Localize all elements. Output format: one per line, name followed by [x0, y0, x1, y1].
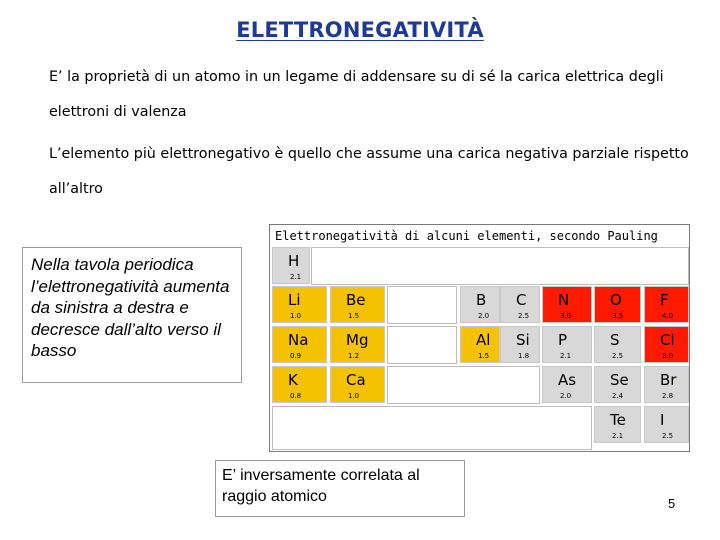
element-cell-n — [542, 286, 592, 323]
element-cell-cl — [644, 326, 689, 363]
element-symbol: Cl — [660, 331, 675, 349]
element-cell-br — [644, 366, 689, 403]
element-cell-ca — [330, 366, 385, 403]
most-electronegative-paragraph: L’elemento più elettronegativo è quello che assume una carica negativa parziale rispetto all’altro — [49, 146, 689, 197]
slide-title: ELETTRONEGATIVITÀ — [236, 18, 484, 42]
element-cell-na — [272, 326, 327, 363]
electronegativity-value: 2.0 — [478, 312, 490, 320]
electronegativity-value: 2.1 — [612, 432, 624, 440]
electronegativity-value: 2.4 — [612, 392, 624, 400]
electronegativity-value: 1.8 — [518, 352, 530, 360]
atomic-radius-note-box: E’ inversamente correlata al raggio atomico — [215, 460, 465, 517]
element-symbol: Se — [610, 371, 629, 389]
electronegativity-value: 2.5 — [662, 432, 674, 440]
electronegativity-value: 1.5 — [348, 312, 360, 320]
electronegativity-value: 0.9 — [290, 352, 302, 360]
electronegativity-value: 1.0 — [290, 312, 302, 320]
electronegativity-value: 4.0 — [662, 312, 674, 320]
electronegativity-value: 3.0 — [560, 312, 572, 320]
element-symbol: C — [516, 291, 527, 309]
electronegativity-value: 2.1 — [560, 352, 572, 360]
element-cell-as — [542, 366, 592, 403]
element-symbol: Te — [610, 411, 626, 429]
electronegativity-value: 1.5 — [478, 352, 490, 360]
element-symbol: K — [288, 371, 298, 389]
trend-note-box: Nella tavola periodica l’elettronegatività aumenta da sinistra a destra e decresce dall’alto verso il basso — [22, 247, 242, 383]
element-symbol: F — [660, 291, 669, 309]
element-cell-mg — [330, 326, 385, 363]
table-title: Elettronegatività di alcuni elementi, secondo Pauling — [275, 229, 658, 243]
element-symbol: Na — [288, 331, 309, 349]
electronegativity-value: 2.0 — [560, 392, 572, 400]
element-cell-h — [272, 247, 310, 284]
element-symbol: Be — [346, 291, 366, 309]
element-cell-p — [542, 326, 592, 363]
element-symbol: Mg — [346, 331, 369, 349]
element-cell-b — [460, 286, 500, 323]
electronegativity-value: 3.5 — [612, 312, 624, 320]
element-symbol: S — [610, 331, 620, 349]
element-cell-k — [272, 366, 327, 403]
element-symbol: I — [660, 411, 665, 429]
element-cell-f — [644, 286, 689, 323]
element-symbol: Ca — [346, 371, 366, 389]
element-cell-se — [594, 366, 641, 403]
element-symbol: H — [288, 252, 300, 270]
element-cell-o — [594, 286, 641, 323]
element-symbol: P — [558, 331, 568, 349]
empty-cell-row3 — [387, 326, 457, 364]
element-cell-al — [460, 326, 500, 363]
electronegativity-value: 2.8 — [662, 392, 674, 400]
element-symbol: Al — [476, 331, 491, 349]
electronegativity-value: 3.0 — [662, 352, 674, 360]
element-symbol: B — [476, 291, 487, 309]
electronegativity-value: 2.1 — [290, 273, 302, 281]
element-cell-li — [272, 286, 327, 323]
element-symbol: Br — [660, 371, 677, 389]
element-cell-te — [594, 406, 641, 443]
empty-region-row5 — [272, 406, 592, 450]
element-cell-c — [500, 286, 540, 323]
electronegativity-value: 0.8 — [290, 392, 302, 400]
element-cell-be — [330, 286, 385, 323]
element-symbol: Li — [288, 291, 301, 309]
element-cell-i — [644, 406, 689, 443]
empty-cell-row2 — [387, 286, 457, 324]
element-cell-s — [594, 326, 641, 363]
electronegativity-value: 1.0 — [348, 392, 360, 400]
electronegativity-value: 2.5 — [518, 312, 530, 320]
page-number: 5 — [668, 496, 676, 511]
element-cell-si — [500, 326, 540, 363]
element-symbol: N — [558, 291, 570, 309]
empty-region-row4 — [387, 366, 540, 404]
definition-paragraph: E’ la proprietà di un atomo in un legame di addensare su di sé la carica elettrica degli elettroni di valenza — [49, 69, 664, 120]
element-symbol: Si — [516, 331, 530, 349]
electronegativity-value: 2.5 — [612, 352, 624, 360]
empty-region-row1 — [311, 247, 689, 285]
element-symbol: O — [610, 291, 622, 309]
element-symbol: As — [558, 371, 577, 389]
electronegativity-value: 1.2 — [348, 352, 360, 360]
